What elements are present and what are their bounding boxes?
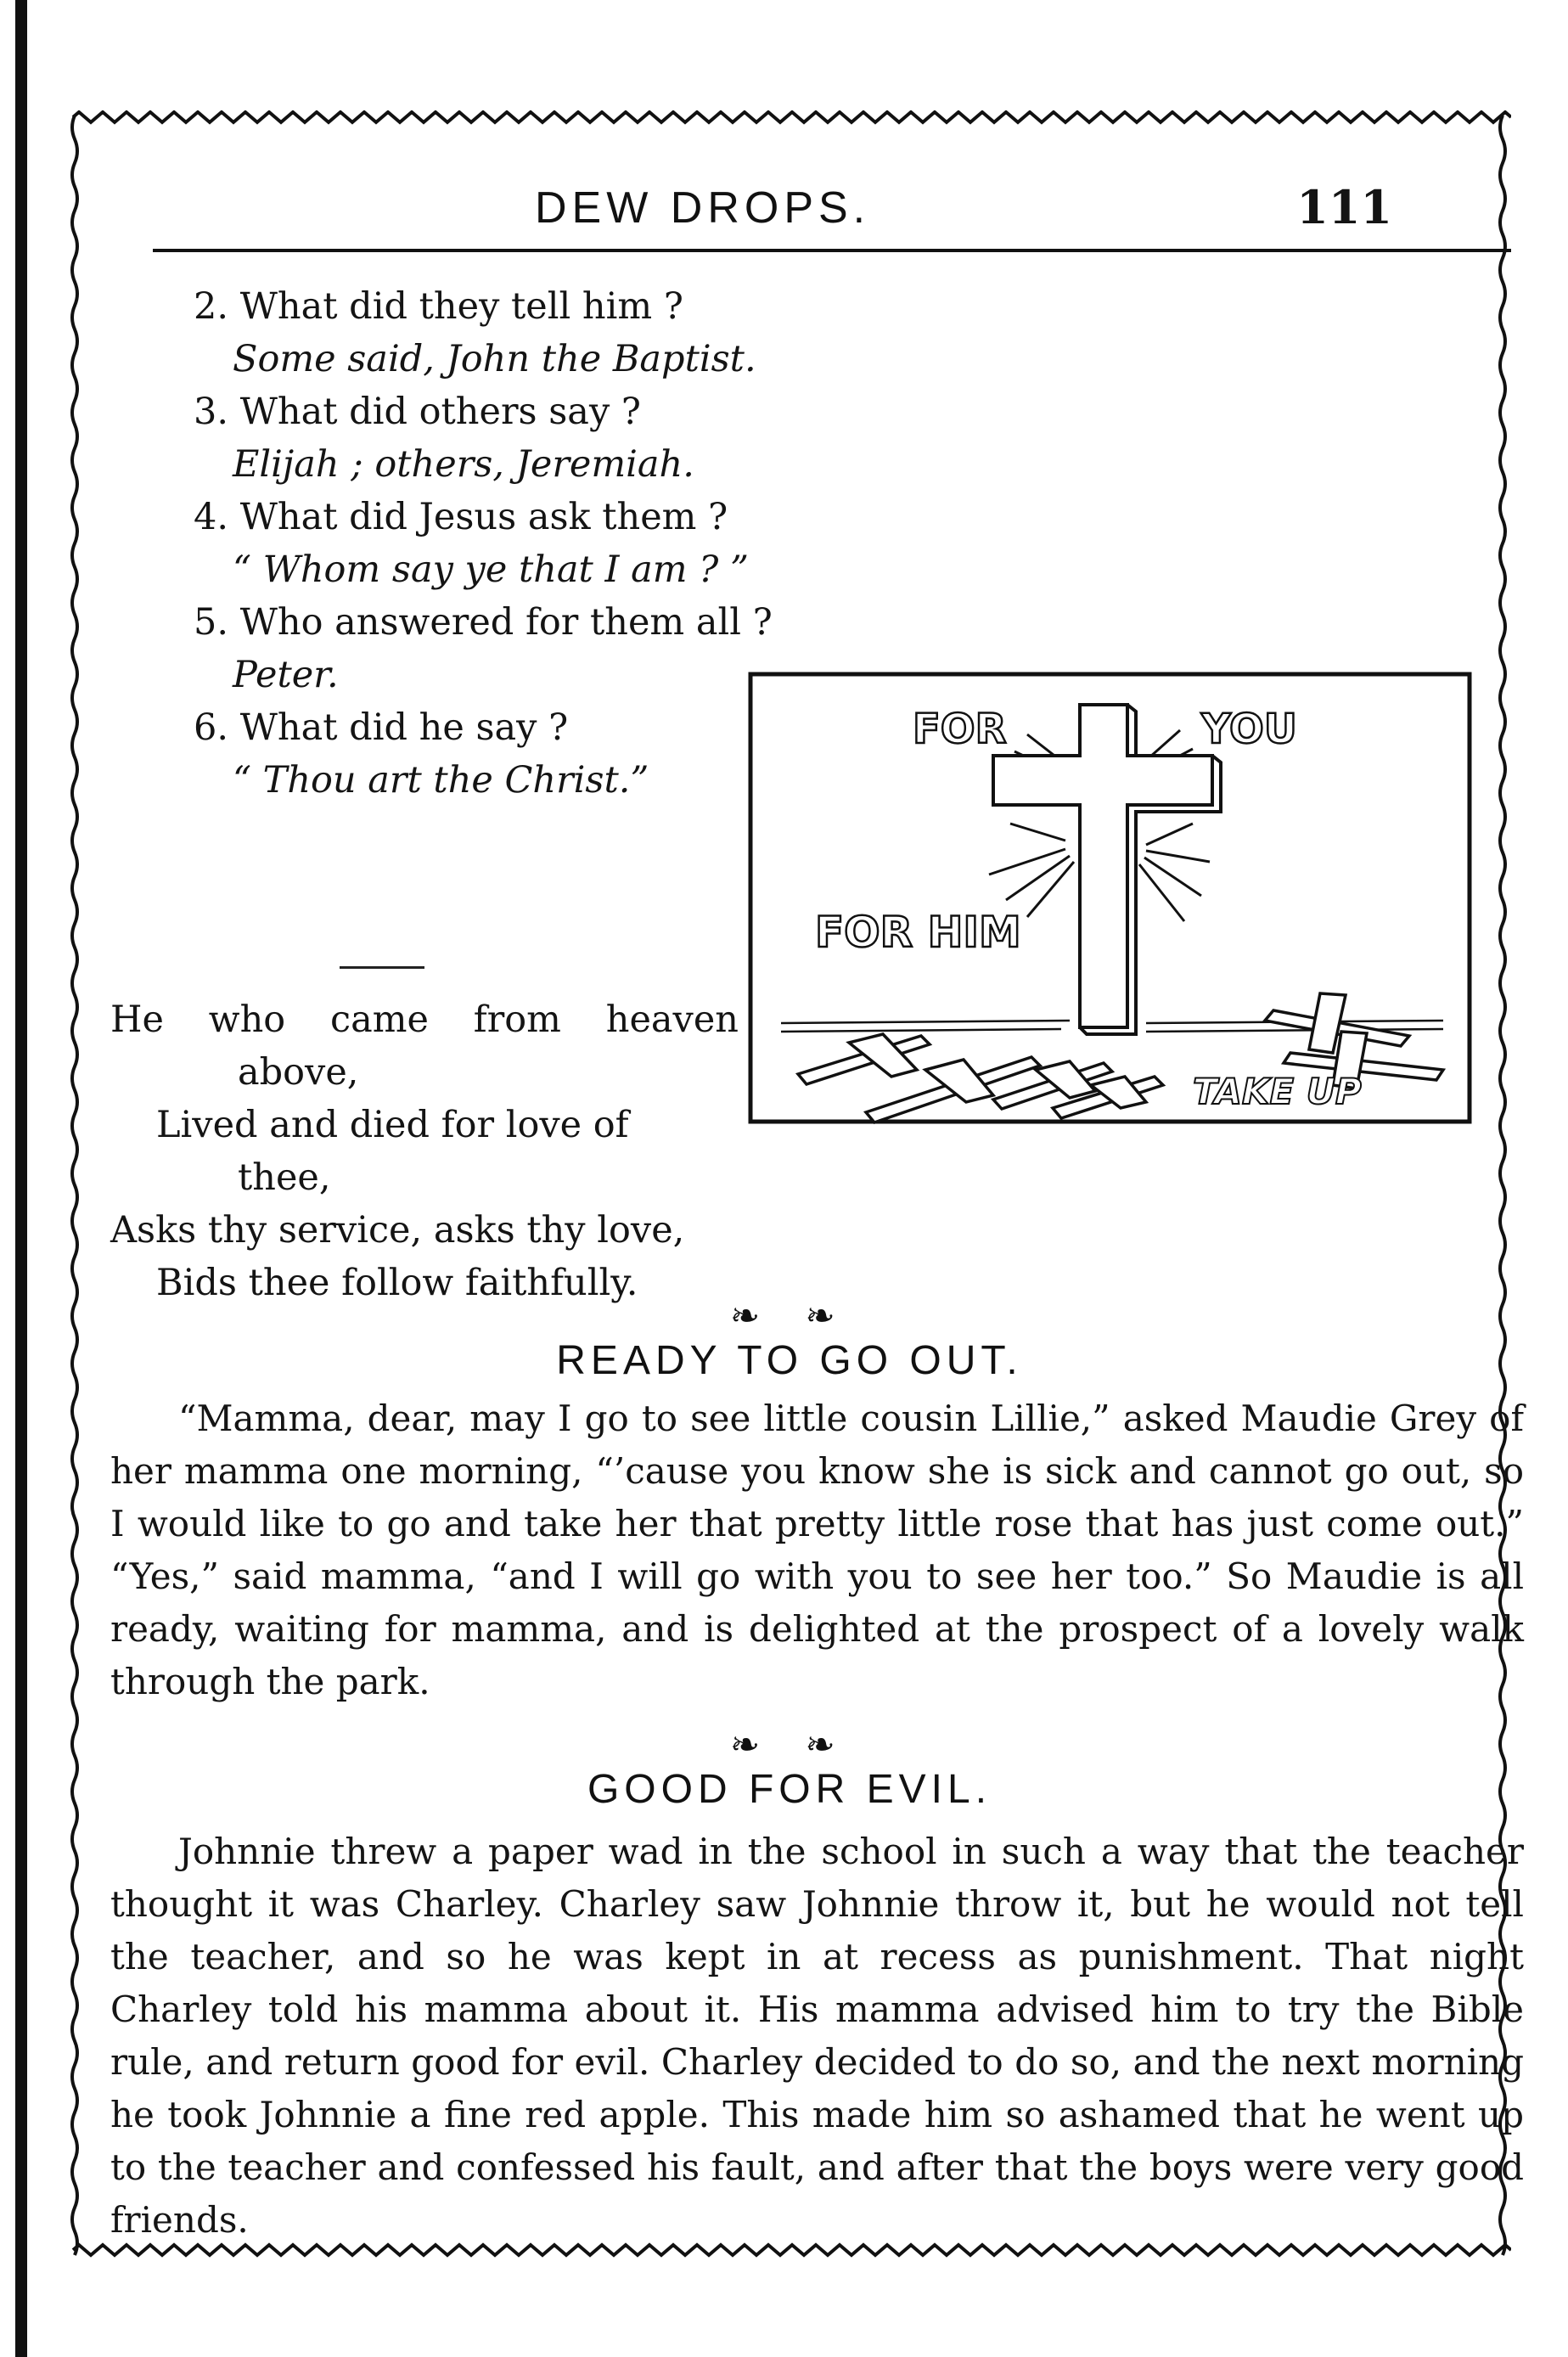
- answer: Elijah ; others, Jeremiah.: [233, 443, 694, 486]
- qa-item: [194, 385, 890, 491]
- answer: Some said, John the Baptist.: [233, 338, 756, 380]
- running-title: DEW DROPS.: [535, 183, 871, 233]
- ornament-divider: ❧ ❧: [730, 1295, 852, 1336]
- header-rule: [153, 249, 1511, 252]
- question: 3. What did others say ?: [194, 391, 641, 433]
- hymn-line: Lived and died for love of: [156, 1104, 629, 1146]
- binding-edge: [15, 0, 27, 2357]
- cross-illustration: [747, 671, 1473, 1125]
- hymn-line: Bids thee follow faithfully.: [156, 1262, 638, 1304]
- ornament-divider: ❧ ❧: [730, 1724, 852, 1765]
- label-take-up: TAKE UP: [1193, 1071, 1362, 1112]
- label-you: YOU: [1201, 706, 1297, 753]
- section-title: READY TO GO OUT.: [556, 1338, 1023, 1383]
- hymn-line: Asks thy service, asks thy love,: [110, 1209, 685, 1252]
- page-number: 111: [1296, 180, 1392, 234]
- page-frame: [68, 110, 1524, 2259]
- hymn-line: above,: [238, 1051, 359, 1094]
- hymn-line: thee,: [238, 1156, 331, 1199]
- story-paragraph: Johnnie threw a paper wad in the school in such a way that the teacher thought it was Charley. Charley saw Johnnie throw it, but he would not tell the teacher, and so he was kept in at recess as punishment. That night Charley told his mamma about it. His mamma advised him to try the Bible rule, and return good for evil. Charley decided to do so, and the next morning he took Johnnie a fine red apple. This made him so ashamed that he went up to the teacher and confessed his fault, and after that the boys were very good friends.: [110, 1831, 1524, 2241]
- answer: “ Whom say ye that I am ? ”: [233, 548, 749, 591]
- question: 4. What did Jesus ask them ?: [194, 496, 728, 538]
- answer: Peter.: [233, 654, 339, 696]
- answer: “ Thou art the Christ.”: [233, 759, 649, 802]
- hymn-verse: [110, 993, 764, 1309]
- hymn-line: He who came from heaven: [110, 998, 739, 1041]
- label-for-him: FOR HIM: [815, 908, 1021, 957]
- question: 6. What did he say ?: [194, 706, 569, 749]
- label-for: FOR: [913, 706, 1007, 753]
- question: 2. What did they tell him ?: [194, 285, 683, 328]
- question: 5. Who answered for them all ?: [194, 601, 773, 644]
- story-paragraph: “Mamma, dear, may I go to see little cousin Lillie,” asked Maudie Grey of her mamma one morning, “’cause you know she is sick and cannot go out, so I would like to go and take her that pretty little rose that has just come out.” “Yes,” said mamma, “and I will go with you to see her too.” So Maudie is all ready, waiting for mamma, and is delighted at the prospect of a lovely walk through the park.: [110, 1398, 1524, 1702]
- section-title: GOOD FOR EVIL.: [587, 1767, 992, 1812]
- section-divider-rule: [340, 966, 424, 969]
- page-header: [68, 136, 1511, 246]
- qa-item: [194, 491, 890, 596]
- qa-item: [194, 280, 890, 385]
